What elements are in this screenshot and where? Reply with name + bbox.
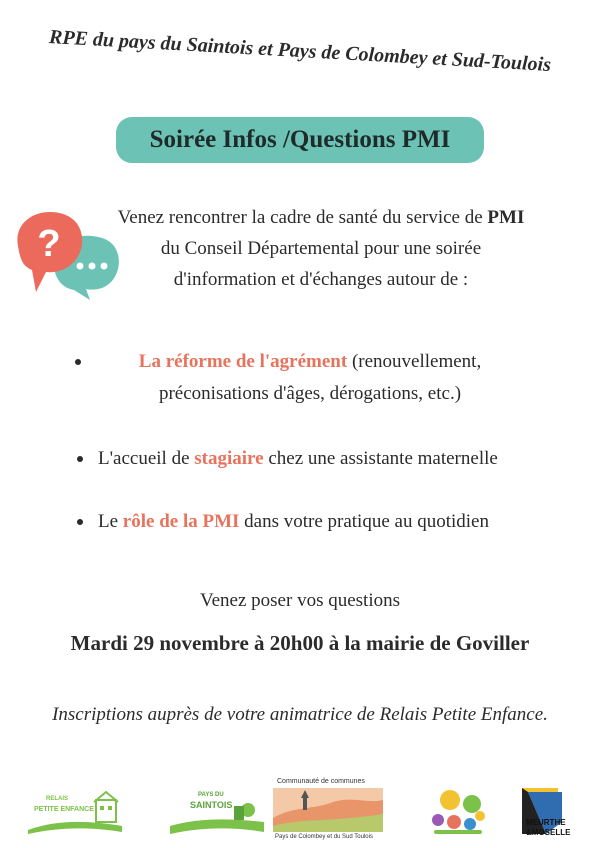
topic-text: dans votre pratique au quotidien bbox=[239, 511, 489, 532]
saintois-logo bbox=[168, 788, 268, 838]
saintois-logo-line2: SAINTOIS bbox=[190, 800, 233, 810]
topic-text: chez une assistante maternelle bbox=[263, 448, 498, 469]
topic-highlight: stagiaire bbox=[194, 448, 264, 469]
meurthe-logo-line2: &MOSELLE bbox=[526, 828, 571, 837]
topic-item bbox=[98, 443, 558, 475]
intro-pmi: PMI bbox=[487, 207, 525, 228]
meurthe-moselle-logo bbox=[516, 784, 571, 842]
registration-note: Inscriptions auprès de votre animatrice de Relais Petite Enfance. bbox=[52, 704, 548, 725]
saintois-logo-line1: PAYS DU bbox=[198, 792, 224, 798]
bullet-dot bbox=[77, 519, 83, 525]
topic-item bbox=[98, 506, 558, 538]
call-to-action: Venez poser vos questions bbox=[200, 590, 400, 611]
colombey-logo-bottom: Pays de Colombey et du Sud Toulois bbox=[275, 834, 373, 840]
topic-text: L'accueil de bbox=[98, 448, 195, 469]
intro-line3: d'information et d'échanges autour de : bbox=[173, 269, 469, 290]
colombey-logo bbox=[273, 778, 383, 842]
partner-logo bbox=[428, 788, 488, 838]
colombey-logo-top: Communauté de communes bbox=[277, 778, 365, 785]
bullet-dot bbox=[75, 359, 81, 365]
topic-text: Le bbox=[98, 511, 123, 532]
topic-item bbox=[110, 346, 510, 410]
bullet-dot bbox=[77, 456, 83, 462]
date-location: Mardi 29 novembre à 20h00 à la mairie de Goviller bbox=[70, 631, 530, 655]
rpe-logo-line1: RELAIS bbox=[46, 796, 69, 802]
topic-text: (renouvellement, préconisations d'âges, dérogations, etc.) bbox=[158, 351, 482, 404]
rpe-logo-line2: PETITE ENFANCE bbox=[34, 806, 94, 813]
svg-text:?: ? bbox=[37, 223, 61, 265]
intro-line2: du Conseil Départemental pour une soirée bbox=[160, 238, 482, 259]
intro-line1: Venez rencontrer la cadre de santé du service de bbox=[117, 207, 488, 228]
event-title: Soirée Infos /Questions PMI bbox=[149, 126, 451, 153]
topic-highlight: La réforme de l'agrément bbox=[138, 351, 348, 372]
meurthe-logo-line1: MEURTHE bbox=[526, 818, 566, 827]
topic-highlight: rôle de la PMI bbox=[122, 511, 240, 532]
rpe-logo bbox=[26, 786, 126, 836]
intro-text bbox=[86, 202, 556, 295]
event-title-banner bbox=[116, 117, 484, 163]
header-title: RPE du pays du Saintois et Pays de Colombey et Sud-Toulois bbox=[48, 25, 552, 77]
